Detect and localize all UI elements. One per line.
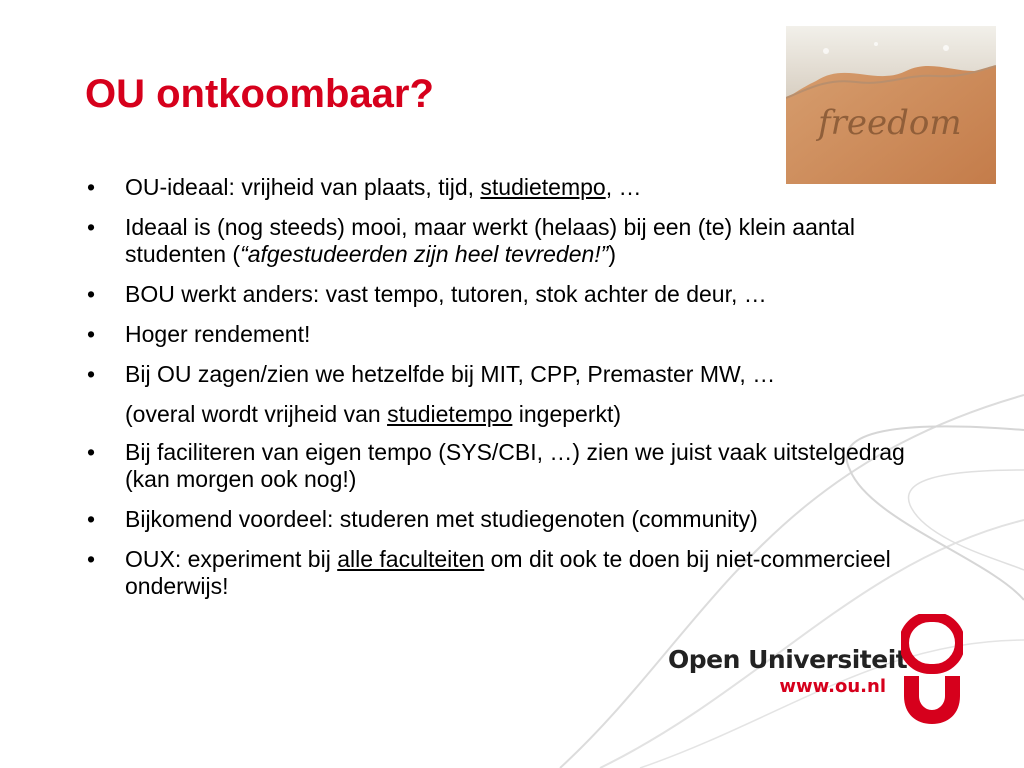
- bullet-item: [85, 546, 945, 600]
- bullet-text: Bijkomend voordeel: studeren met studiegenoten (community): [125, 506, 758, 532]
- bullet-text: OU-ideaal: vrijheid van plaats, tijd,: [125, 174, 481, 200]
- underlined-studietempo: studietempo: [387, 401, 513, 427]
- bullet-marker: •: [87, 281, 96, 307]
- bullet-text: BOU werkt anders: vast tempo, tutoren, stok achter de deur, …: [125, 281, 767, 307]
- bullet-text: Hoger rendement!: [125, 321, 311, 347]
- bullet-text: om dit ook te doen bij niet-commercieel onderwijs!: [125, 546, 891, 599]
- freedom-beach-photo: [786, 26, 996, 184]
- bullet-list: [85, 174, 945, 613]
- bullet-text: (overal wordt vrijheid van: [125, 401, 388, 427]
- logo-url: www.ou.nl: [779, 676, 886, 697]
- underlined-studietempo: studietempo: [480, 174, 606, 200]
- underlined-alle-faculteiten: alle faculteiten: [337, 546, 485, 572]
- bullet-sub-item: [85, 401, 945, 428]
- bullet-item: [85, 174, 945, 201]
- bullet-marker: •: [87, 321, 96, 347]
- open-universiteit-logo-text: [668, 645, 908, 697]
- bullet-text: , …: [605, 174, 642, 200]
- bullet-text: Ideaal is (nog steeds) mooi, maar werkt (helaas) bij een (te) klein aantal studenten (: [125, 214, 855, 267]
- freedom-image: [786, 26, 996, 184]
- bullet-text: Bij faciliteren van eigen tempo (SYS/CBI, …) zien we juist vaak uitstelgedrag (kan morgen ook nog!): [125, 439, 905, 492]
- bullet-text: ingeperkt): [512, 401, 622, 427]
- bullet-text: Bij OU zagen/zien we hetzelfde bij MIT, CPP, Premaster MW, …: [125, 361, 776, 387]
- bullet-item: [85, 321, 945, 348]
- italic-quote: “afgestudeerden zijn heel tevreden!”: [240, 241, 609, 267]
- bullet-item: [85, 281, 945, 308]
- bullet-marker: •: [87, 174, 96, 200]
- slide-title: OU ontkoombaar?: [85, 72, 434, 116]
- open-universiteit-logo-icon: [901, 614, 963, 726]
- bullet-item: [85, 214, 945, 268]
- bullet-marker: •: [87, 214, 96, 240]
- freedom-sand-writing: freedom: [818, 103, 962, 143]
- bullet-item: [85, 439, 945, 493]
- bullet-marker: •: [87, 506, 96, 532]
- logo-name: Open Universiteit: [668, 645, 908, 674]
- bullet-marker: •: [87, 439, 96, 465]
- bullet-item: [85, 361, 945, 388]
- bullet-item: [85, 506, 945, 533]
- bullet-text: ): [608, 241, 617, 267]
- bullet-marker: •: [87, 546, 96, 572]
- bullet-marker: •: [87, 361, 96, 387]
- bullet-text: OUX: experiment bij: [125, 546, 338, 572]
